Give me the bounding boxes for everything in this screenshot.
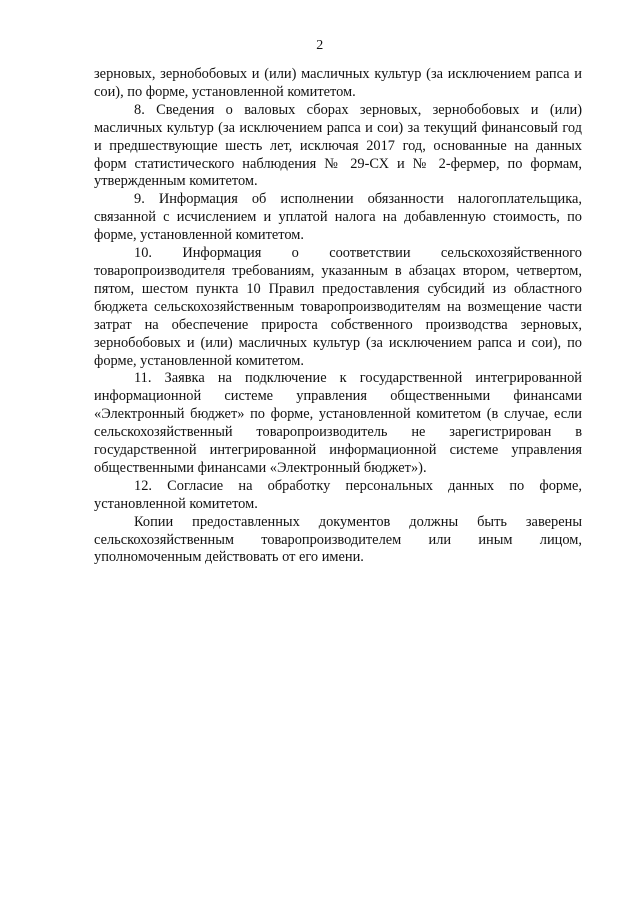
page-number: 2 [316,38,324,53]
paragraph-item-12: 12. Согласие на обработку персональных данных по форме, установленной комитетом. [94,477,582,512]
paragraph-item-8: 8. Сведения о валовых сборах зерновых, зернобобовых и (или) масличных культур (за исключением рапса и сои) за текущий финансовый год и предшествующие шесть лет, исключая 2017 год, основанные на данных форм статистического наблюдения № 29-СХ и № 2-фермер, по формам, утвержденным комитетом. [94,101,582,190]
paragraph-item-11: 11. Заявка на подключение к государственной интегрированной информационной системе управления общественными финансами «Электронный бюджет» по форме, установленной комитетом (в случае, если сельскохозяйственный товаропроизводитель не зарегистрирован в государственной интегрированной информационной системе управления общественными финансами «Электронный бюджет»). [94,370,582,476]
paragraph-copies-note: Копии предоставленных документов должны быть заверены сельскохозяйственным товаропроизводителем или иным лицом, уполномоченным действовать от его имени. [94,513,582,566]
paragraph-item-10: 10. Информация о соответствии сельскохозяйственного товаропроизводителя требованиям, указанным в абзацах втором, четвертом, пятом, шестом пункта 10 Правил предоставления субсидий из областного бюджета сельскохозяйственным товаропроизводителям на возмещение части затрат на обеспечение прироста собственного производства зерновых, зернобобовых и (или) масличных культур (за исключением рапса и сои), по форме, установленной комитетом. [94,245,582,369]
document-body [94,66,582,567]
paragraph-item-9: 9. Информация об исполнении обязанности налогоплательщика, связанной с исчислением и уплатой налога на добавленную стоимость, по форме, установленной комитетом. [94,191,582,244]
paragraph-continuation: зерновых, зернобобовых и (или) масличных культур (за исключением рапса и сои), по форме, установленной комитетом. [94,66,582,100]
